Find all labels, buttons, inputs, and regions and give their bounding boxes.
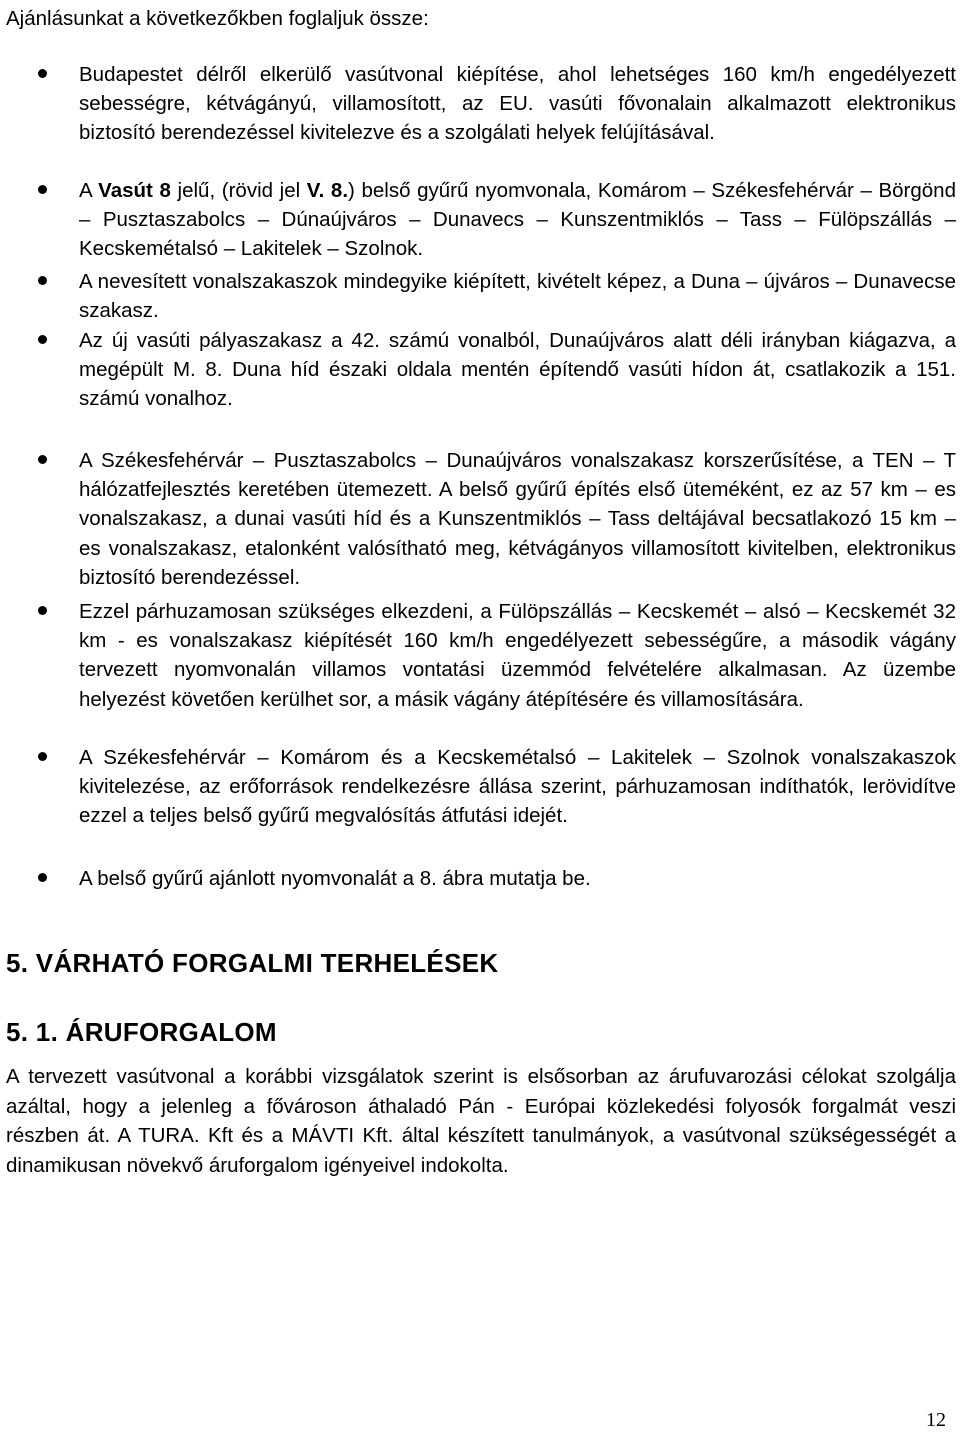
- bullet-icon: [38, 335, 47, 344]
- bullet-icon: [38, 455, 47, 464]
- list-item: [79, 176, 956, 264]
- list-item: Az új vasúti pályaszakasz a 42. számú vonalból, Dunaújváros alatt déli irányban kiágazva, a megépült M. 8. Duna híd északi oldala mentén építendő vasúti hídon át, csatlakozik a 151. számú vonalhoz.: [79, 329, 956, 411]
- list-item: Budapestet délről elkerülő vasútvonal kiépítése, ahol lehetséges 160 km/h engedélyezett sebességre, kétvágányú, villamosított, az EU. vasúti fővonalain alkalmazott elektronikus biztosító berendezéssel kivitelezve és a szolgálati helyek felújításával.: [79, 63, 956, 145]
- bullet-icon: [38, 276, 47, 285]
- list-item: Ezzel párhuzamosan szükséges elkezdeni, a Fülöpszállás – Kecskemét – alsó – Kecskemét 32 km - es vonalszakasz kiépítését 160 km/h engedélyezett sebességűre, a második vágány tervezett nyomvonalán villamos vontatási üzemmód felvételére alkalmasan. Az üzembe helyezést követően kerülhet sor, a másik vágány átépítésére és villamosítására.: [79, 600, 956, 711]
- bullet-icon: [38, 873, 47, 882]
- list-item: A Székesfehérvár – Pusztaszabolcs – Dunaújváros vonalszakasz korszerűsítése, a TEN – T hálózatfejlesztés keretében ütemezett. A belső gyűrű építés első üteméként, ez az 57 km – es vonalszakasz, a dunai vasúti híd és a Kunszentmiklós – Tass deltájával becsatlakozó 15 km – es vonalszakasz, etalonként valósítható meg, kétvágányos villamosított kivitelben, elektronikus biztosító berendezéssel.: [79, 449, 956, 589]
- body-paragraph: A tervezett vasútvonal a korábbi vizsgálatok szerint is elsősorban az árufuvarozási célokat szolgálja azáltal, hogy a jelenleg a fővároson áthaladó Pán - Európai közlekedési folyosók forgalmát veszi részben át. A TURA. Kft és a MÁVTI Kft. által készített tanulmányok, a vasútvonal szükségességét a dinamikusan növekvő áruforgalom igényeivel indokolta.: [6, 1065, 956, 1177]
- section-heading: 5. VÁRHATÓ FORGALMI TERHELÉSEK: [6, 948, 499, 978]
- intro-text: Ajánlásunkat a következőkben foglaljuk össze:: [6, 7, 429, 30]
- bullet-icon: [38, 606, 47, 615]
- list-item-bold-text: Vasút 8: [98, 179, 171, 202]
- list-item-bold-text: V. 8.: [306, 179, 349, 202]
- list-item-text: A: [79, 179, 99, 202]
- subsection-heading: 5. 1. ÁRUFORGALOM: [6, 1017, 277, 1047]
- bullet-icon: [38, 752, 47, 761]
- list-item-text: jelű, (rövid jel: [170, 179, 307, 202]
- bullet-icon: [38, 185, 47, 194]
- list-item-text: ) belső gyűrű nyomvonala, Komárom – Székesfehérvár – Börgönd – Pusztaszabolcs – Dúnaújváros – Dunavecs – Kunszentmiklós – Tass – Fülöpszállás – Kecskemétalsó – Lakitelek – Szolnok.: [79, 179, 956, 261]
- bullet-icon: [38, 69, 47, 78]
- list-item: A nevesített vonalszakaszok mindegyike kiépített, kivételt képez, a Duna – újváros – Dunavecse szakasz.: [79, 270, 956, 323]
- page-number: 12: [926, 1409, 946, 1431]
- list-item: A belső gyűrű ajánlott nyomvonalát a 8. ábra mutatja be.: [79, 867, 591, 890]
- list-item: A Székesfehérvár – Komárom és a Kecskemétalsó – Lakitelek – Szolnok vonalszakaszok kivitelezése, az erőforrások rendelkezésre állása szerint, párhuzamosan indíthatók, lerövidítve ezzel a teljes belső gyűrű megvalósítás átfutási idejét.: [79, 746, 956, 828]
